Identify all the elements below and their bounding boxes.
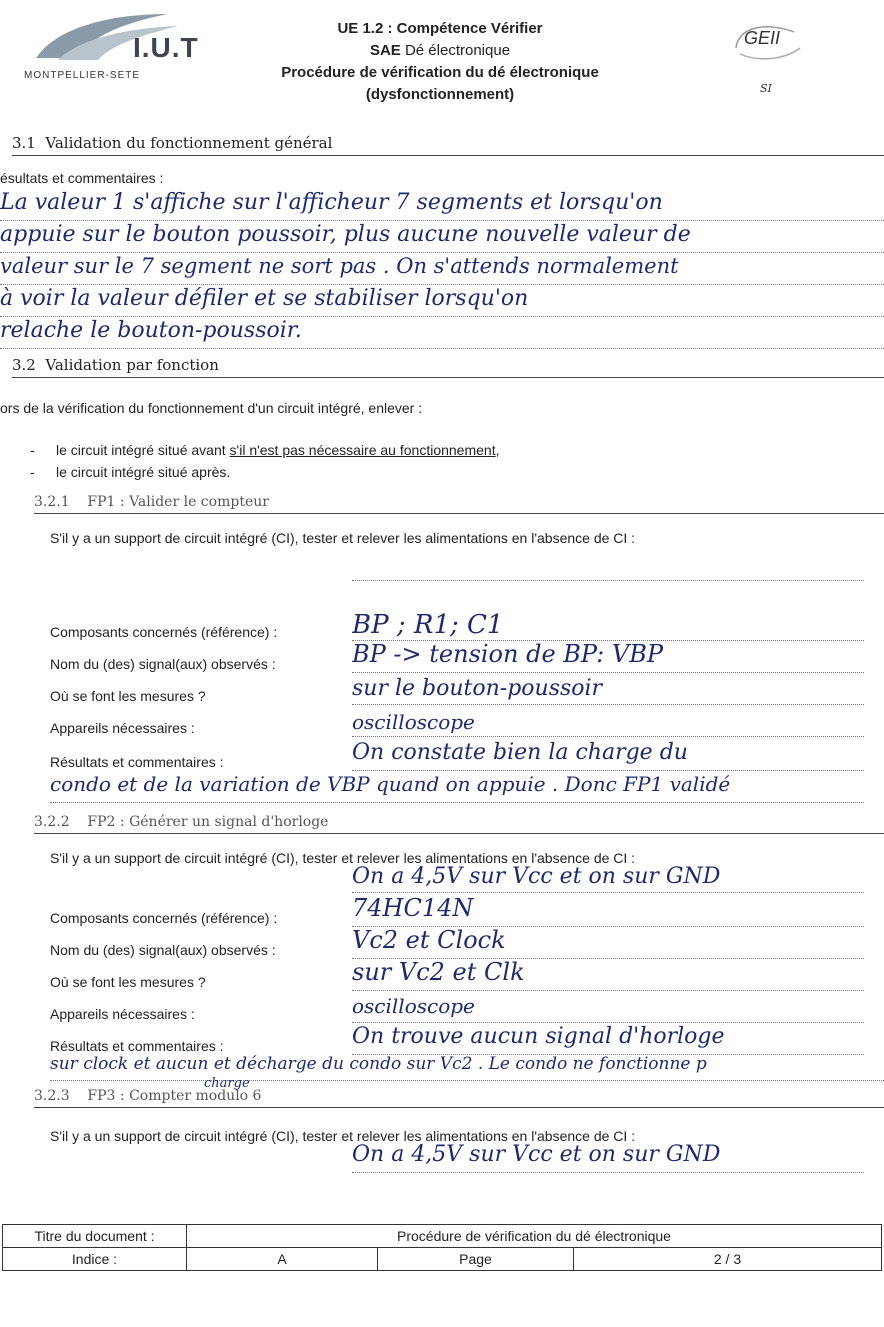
fp1-support-text: S'il y a un support de circuit intégré (CI), tester et relever les alimentations en l'absence de CI : — [50, 530, 636, 546]
section-3-1-hand-line-5: relache le bouton-poussoir. — [0, 318, 884, 349]
header-line-4: (dysfonctionnement) — [365, 86, 515, 103]
fp1-devices-label: Appareils nécessaires : — [50, 720, 195, 736]
fp2-heading: 3.2.2 FP2 : Générer un signal d'horloge — [34, 814, 884, 834]
fp1-signals-label: Nom du (des) signal(aux) observés : — [50, 656, 276, 672]
fp1-components-value: BP ; R1; C1 — [352, 610, 864, 641]
fp2-results-value-2: sur clock et aucun et décharge du condo sur Vc2 . Le condo ne fonctionne p — [50, 1054, 884, 1081]
bullet-1-underlined: s'il n'est pas nécessaire au fonctionnement — [229, 442, 496, 458]
fp3-support-value: On a 4,5V sur Vcc et on sur GND — [352, 1142, 864, 1173]
fp2-devices-label: Appareils nécessaires : — [50, 1006, 195, 1022]
fp2-components-value: 74HC14N — [352, 894, 864, 927]
header-title-block — [250, 18, 630, 106]
fp1-devices-value: oscilloscope — [352, 710, 864, 737]
bullet-1-end: , — [495, 442, 500, 458]
footer-title-label: Titre du document : — [3, 1225, 187, 1248]
geii-logo-text: GEII — [744, 28, 781, 48]
fp2-measures-value: sur Vc2 et Clk — [352, 958, 864, 991]
fp1-measures-label: Où se font les mesures ? — [50, 688, 206, 704]
iut-logo-city: MONTPELLIER-SETE — [24, 70, 141, 81]
section-3-1-hand-line-3: valeur sur le 7 segment ne sort pas . On s'attends normalement — [0, 254, 884, 285]
fp1-results-value-1: On constate bien la charge du — [352, 740, 864, 771]
fp3-heading: 3.2.3 FP3 : Compter modulo 6 — [34, 1088, 884, 1108]
section-3-2-heading: 3.2 Validation par fonction — [12, 356, 884, 378]
geii-logo — [728, 18, 808, 98]
footer-page-value: 2 / 3 — [574, 1248, 882, 1271]
fp1-support-value — [352, 560, 864, 581]
geii-logo-si: SI — [760, 82, 772, 95]
header-line-1: UE 1.2 : Compétence Vérifier — [337, 20, 543, 37]
fp1-results-label: Résultats et commentaires : — [50, 754, 224, 770]
fp1-measures-value: sur le bouton-poussoir — [352, 676, 864, 705]
fp2-support-value: On a 4,5V sur Vcc et on sur GND — [352, 864, 864, 893]
fp2-signals-value: Vc2 et Clock — [352, 926, 864, 959]
footer-page-label: Page — [378, 1248, 574, 1271]
fp2-measures-label: Où se font les mesures ? — [50, 974, 206, 990]
header-line-2 — [250, 40, 630, 62]
footer-index-label: Indice : — [3, 1248, 187, 1271]
header-line-2-bold: SAE — [369, 42, 401, 59]
fp1-signals-value: BP -> tension de BP: VBP — [352, 640, 864, 673]
section-3-2-bullet-2: - le circuit intégré situé après. — [56, 464, 230, 480]
section-3-1-hand-line-4: à voir la valeur défiler et se stabiliser lorsqu'on — [0, 286, 884, 317]
footer-table — [2, 1224, 882, 1270]
fp2-components-label: Composants concernés (référence) : — [50, 910, 278, 926]
fp3-support-text: S'il y a un support de circuit intégré (CI), tester et relever les alimentations en l'absence de CI : — [50, 1128, 636, 1144]
section-3-1-hand-line-2: appuie sur le bouton poussoir, plus aucune nouvelle valeur de — [0, 222, 884, 253]
fp1-components-label: Composants concernés (référence) : — [50, 624, 278, 640]
section-3-1-heading: 3.1 Validation du fonctionnement général — [12, 134, 884, 156]
iut-logo — [18, 8, 208, 88]
section-3-2-bullet-1 — [56, 442, 499, 458]
fp2-signals-label: Nom du (des) signal(aux) observés : — [50, 942, 276, 958]
footer-title-value: Procédure de vérification du dé électronique — [187, 1225, 882, 1248]
fp1-heading: 3.2.1 FP1 : Valider le compteur — [34, 494, 884, 514]
section-3-1-results-label: ésultats et commentaires : — [0, 170, 164, 186]
fp2-support-text: S'il y a un support de circuit intégré (CI), tester et relever les alimentations en l'absence de CI : — [50, 850, 636, 866]
fp2-devices-value: oscilloscope — [352, 994, 864, 1023]
header-line-3: Procédure de vérification du dé électronique — [281, 64, 599, 81]
section-3-1-hand-line-1: La valeur 1 s'affiche sur l'afficheur 7 segments et lorsqu'on — [0, 190, 884, 221]
bullet-1-text: le circuit intégré situé avant — [56, 442, 230, 458]
fp2-results-label: Résultats et commentaires : — [50, 1038, 224, 1054]
fp2-results-note: charge — [204, 1076, 250, 1091]
header-line-2-rest: Dé électronique — [400, 42, 511, 59]
fp2-results-value-1: On trouve aucun signal d'horloge — [352, 1024, 864, 1055]
footer-index-value: A — [187, 1248, 378, 1271]
iut-logo-text: I.U.T — [133, 32, 199, 63]
section-3-2-intro: ors de la vérification du fonctionnement d'un circuit intégré, enlever : — [0, 400, 423, 416]
fp1-results-value-2: condo et de la variation de VBP quand on appuie . Donc FP1 validé — [50, 772, 864, 803]
